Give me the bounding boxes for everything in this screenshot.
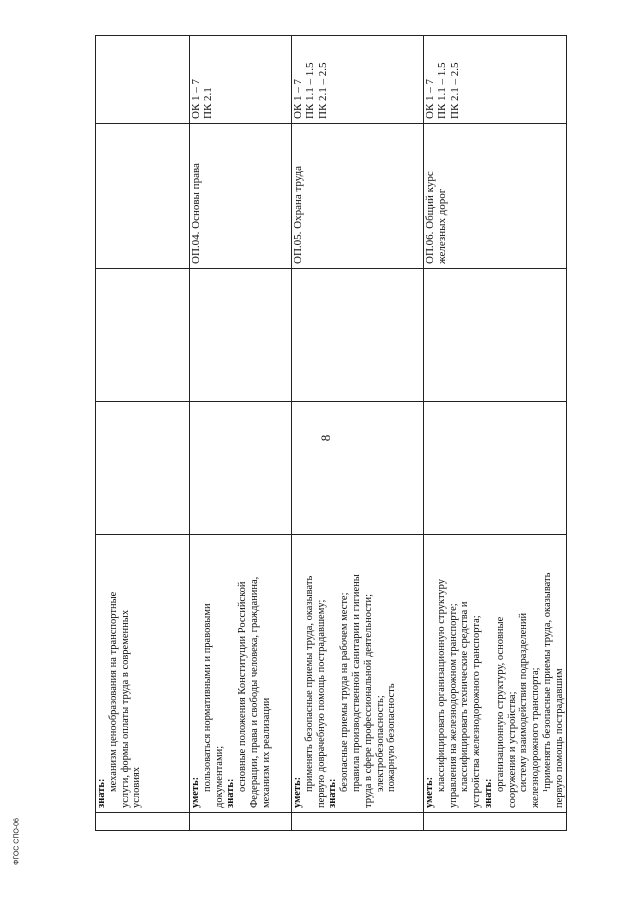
- discipline-name-cell: [96, 124, 190, 269]
- blank-cell: [96, 813, 190, 831]
- competency-code: ОК 1 – 7: [190, 78, 202, 119]
- table-row: [190, 36, 292, 831]
- content-line: основные положения Конституции Российской: [237, 581, 249, 792]
- content-line: классифицировать организационную структуру: [435, 578, 447, 792]
- content-cell: [96, 535, 190, 813]
- content-line: пожарную безопасность: [386, 683, 398, 792]
- content-line: классифицировать технические средства и: [459, 601, 471, 792]
- content-line: условиях: [131, 766, 143, 808]
- content-line: первую помощь пострадавшим: [553, 668, 565, 808]
- competency-code: ОК 1 – 7: [292, 78, 304, 119]
- section-label: знать:: [96, 778, 107, 808]
- competency-code: ПК 2.1 – 2.5: [316, 62, 329, 119]
- blank-cell: [96, 402, 190, 535]
- content-line: железнодорожного транспорта;: [530, 667, 542, 808]
- content-line: механизм ценообразования на транспортные: [107, 591, 119, 792]
- competency-code: ПК 1.1 – 1.5: [436, 62, 449, 119]
- content-cell: [292, 535, 424, 813]
- blank-cell: [292, 269, 424, 402]
- section-label: уметь:: [190, 776, 201, 808]
- competency-code: ОК 1 – 7: [424, 78, 436, 119]
- discipline-name-cell: ОП.06. Общий курс железных дорог: [424, 124, 567, 269]
- content-line: систему взаимодействия подразделений: [518, 612, 530, 792]
- content-line: сооружения и устройства;: [506, 691, 518, 808]
- competency-code: ПК 1.1 – 1.5: [304, 62, 317, 119]
- section-label: уметь:: [292, 776, 303, 808]
- competency-codes-cell: [292, 36, 424, 124]
- content-line: управления на железнодорожном транспорте;: [447, 603, 459, 808]
- page-number: 8: [318, 434, 333, 442]
- content-line: безопасные приемы труда на рабочем месте;: [339, 592, 351, 792]
- content-line: документами;: [213, 745, 225, 808]
- content-line: услуги, формы оплаты труда в современных: [119, 609, 131, 808]
- table-row: [96, 36, 190, 831]
- content-line: труда в сфере профессиональной деятельности;: [362, 594, 374, 808]
- content-line: первую доврачебную помощь пострадавшему;: [315, 599, 327, 808]
- blank-cell: [190, 402, 292, 535]
- blank-cell: [424, 402, 567, 535]
- blank-cell: [190, 269, 292, 402]
- section-label: уметь:: [424, 776, 435, 808]
- discipline-name-cell: ОП.05. Охрана труда: [292, 124, 424, 269]
- content-line: электробезопасность;: [374, 695, 386, 792]
- table-row: [292, 36, 424, 831]
- blank-cell: [424, 813, 567, 831]
- competency-codes-cell: [96, 36, 190, 124]
- content-line: применять безопасные приемы труда, оказывать: [303, 575, 315, 792]
- competency-codes-cell: [190, 36, 292, 124]
- content-line: ¹применять безопасные приемы труда, оказывать: [541, 572, 553, 792]
- blank-cell: [292, 402, 424, 535]
- table-row: [424, 36, 567, 831]
- content-cell: [190, 535, 292, 813]
- section-label: знать:: [482, 778, 494, 808]
- content-line: Федерации, права и свободы человека, гражданина,: [248, 576, 260, 808]
- competency-code: ПК 2.1 – 2.5: [448, 62, 461, 119]
- blank-cell: [424, 269, 567, 402]
- discipline-name-cell: ОП.04. Основы права: [190, 124, 292, 269]
- content-line: организационную структуру, основные: [494, 616, 506, 792]
- footer-code: ФГОС СПО-06: [13, 818, 21, 865]
- blank-cell: [96, 269, 190, 402]
- section-label: знать:: [225, 778, 237, 808]
- blank-cell: [190, 813, 292, 831]
- content-cell: [424, 535, 567, 813]
- content-line: устройства железнодорожного транспорта;: [471, 615, 483, 808]
- competency-code: ПК 2.1: [202, 87, 215, 119]
- blank-cell: [292, 813, 424, 831]
- content-line: пользоваться нормативными и правовыми: [201, 603, 213, 792]
- competency-codes-cell: [424, 36, 567, 124]
- content-line: правила производственной санитарии и гигиены: [350, 574, 362, 792]
- content-line: механизм их реализации: [260, 697, 272, 808]
- section-label: знать:: [327, 778, 339, 808]
